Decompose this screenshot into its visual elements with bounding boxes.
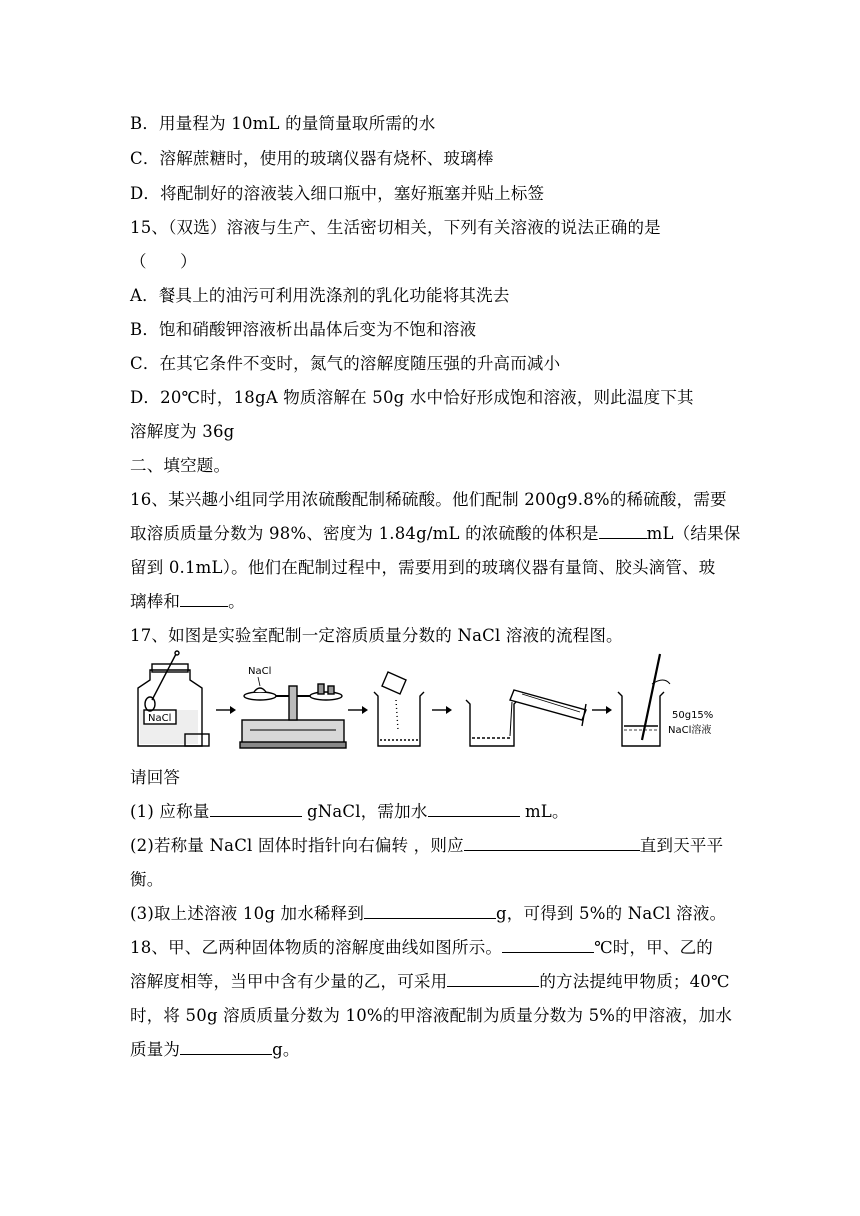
- q17-part1: [130, 798, 569, 822]
- q18-water-mass-blank[interactable]: [180, 1037, 272, 1055]
- q15-option-b: B．饱和硝酸钾溶液析出晶体后变为不饱和溶液: [130, 320, 477, 339]
- q14-option-b: B．用量程为 10mL 的量筒量取所需的水: [130, 114, 436, 133]
- q15-option-c: C．在其它条件不变时，氮气的溶解度随压强的升高而减小: [130, 354, 561, 373]
- q17-part2-text: (2)若称量 NaCl 固体时指针向右偏转 ，则应: [130, 836, 464, 855]
- stirring-beaker-icon: [618, 654, 670, 746]
- q16-line4: [130, 588, 245, 612]
- q15-option-a: A．餐具上的油污可利用洗涤剂的乳化功能将其洗去: [130, 286, 510, 305]
- q17-part2-end: 直到天平平: [639, 836, 724, 855]
- arrow-icon: [592, 706, 612, 714]
- balance-label: NaCl: [248, 666, 272, 677]
- q14-option-c: C．溶解蔗糖时，使用的玻璃仪器有烧杯、玻璃棒: [130, 149, 494, 168]
- q18-line1-text: 18、甲、乙两种固体物质的溶解度曲线如图所示。: [130, 938, 503, 957]
- q17-part2: [130, 832, 723, 856]
- q18-temp-blank[interactable]: [502, 935, 594, 953]
- q17-part1-end: mL。: [519, 802, 569, 821]
- q17-part3-end: g，可得到 5%的 NaCl 溶液。: [496, 904, 727, 923]
- q16-line4-end: 。: [228, 592, 245, 611]
- q16-line4-text: 璃棒和: [130, 592, 181, 611]
- q15-stem: 15、（双选）溶液与生产、生活密切相关，下列有关溶液的说法正确的是: [130, 218, 661, 237]
- q15-answer-paren: （ ）: [130, 252, 197, 271]
- q17-prompt: 请回答: [130, 768, 181, 787]
- q15-option-d-line2: 溶解度为 36g: [130, 422, 235, 441]
- q17-part3: [130, 900, 726, 924]
- final-solution-label-1: 50g15%: [672, 710, 714, 721]
- q17-dilution-blank[interactable]: [364, 901, 496, 919]
- arrow-icon: [216, 706, 236, 714]
- q18-line2-text: 溶解度相等，当甲中含有少量的乙，可采用: [130, 972, 448, 991]
- q16-line2-text: 取溶质质量分数为 98%、密度为 1.84g/mL 的浓硫酸的体积是: [130, 524, 599, 543]
- q16-line3: 留到 0.1mL）。他们在配制过程中，需要用到的玻璃仪器有量筒、胶头滴管、玻: [130, 558, 716, 577]
- q17-action-blank[interactable]: [464, 833, 640, 851]
- beaker-pour-icon: [374, 672, 424, 746]
- q16-volume-blank[interactable]: [599, 521, 647, 539]
- q18-method-blank[interactable]: [447, 969, 539, 987]
- q17-part2-cont: 衡。: [130, 870, 164, 889]
- q18-line3: 时，将 50g 溶质质量分数为 10%的甲溶液配制为质量分数为 5%的甲溶液，加水: [130, 1006, 733, 1025]
- q17-water-blank[interactable]: [428, 799, 520, 817]
- q17-part1-text: (1) 应称量: [130, 802, 210, 821]
- q16-instrument-blank[interactable]: [180, 589, 228, 607]
- cylinder-pour-icon: [466, 690, 586, 746]
- q17-part3-text: (3)取上述溶液 10g 加水稀释到: [130, 904, 365, 923]
- arrow-icon: [432, 706, 452, 714]
- q16-line2: [130, 520, 740, 544]
- arrow-icon: [348, 706, 368, 714]
- q16-line2-unit: mL（结果保: [646, 524, 741, 543]
- q15-option-d-line1: D．20℃时，18gA 物质溶解在 50g 水中恰好形成饱和溶液，则此温度下其: [130, 388, 694, 407]
- q18-line2-end: 的方法提纯甲物质；40℃: [539, 972, 730, 991]
- nacl-solution-flowchart: [130, 650, 730, 760]
- q18-line4-end: g。: [272, 1040, 300, 1059]
- reagent-bottle-icon: [138, 651, 209, 746]
- q18-line1: [130, 934, 713, 958]
- q18-line4: [130, 1036, 300, 1060]
- q16-line1: 16、某兴趣小组同学用浓硫酸配制稀硫酸。他们配制 200g9.8%的稀硫酸，需要: [130, 490, 727, 509]
- balance-icon: [240, 684, 346, 748]
- q18-line1-end: ℃时，甲、乙的: [594, 938, 713, 957]
- q17-stem: 17、如图是实验室配制一定溶质质量分数的 NaCl 溶液的流程图。: [130, 626, 623, 645]
- bottle-label: NaCl: [148, 713, 172, 724]
- q18-line4-text: 质量为: [130, 1040, 181, 1059]
- section-heading: 二、填空题。: [130, 456, 231, 475]
- q18-line2: [130, 968, 730, 992]
- q17-part1-mid: gNaCl，需加水: [301, 802, 428, 821]
- q14-option-d: D．将配制好的溶液装入细口瓶中，塞好瓶塞并贴上标签: [130, 184, 545, 203]
- final-solution-label-2: NaCl溶液: [668, 725, 712, 736]
- q17-mass-blank[interactable]: [210, 799, 302, 817]
